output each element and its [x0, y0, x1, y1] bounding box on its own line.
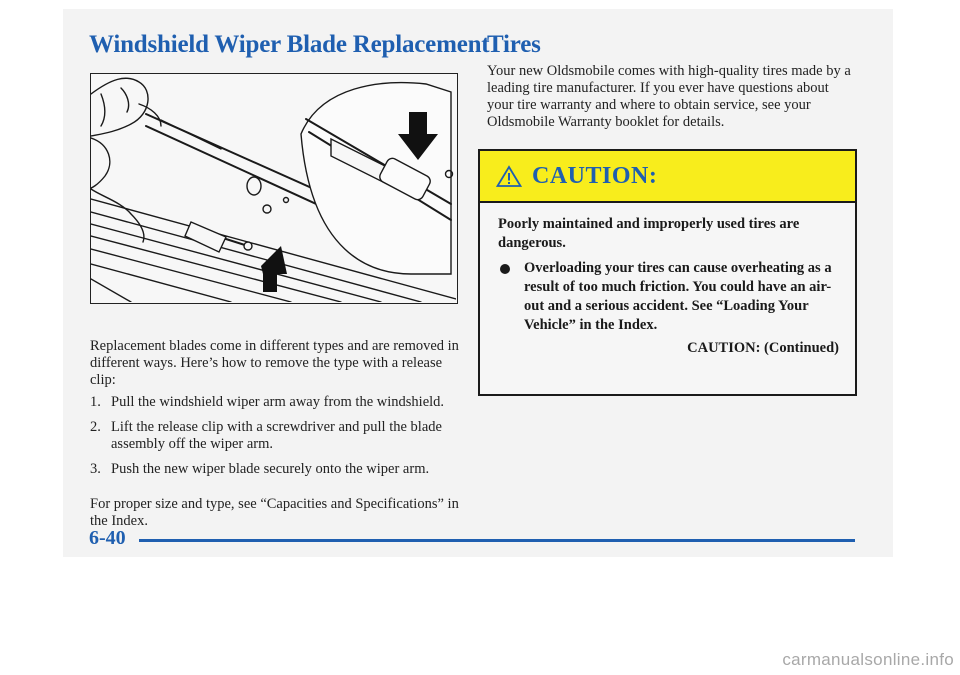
caution-lead-text: Poorly maintained and improperly used tires are dangerous.	[498, 216, 800, 251]
wiper-steps-list	[90, 394, 465, 486]
step-number: 1.	[90, 394, 101, 410]
page-footer	[89, 527, 855, 555]
step-item	[90, 461, 465, 478]
wiper-heading: Windshield Wiper Blade Replacement	[89, 31, 490, 58]
warning-triangle-icon	[496, 165, 522, 188]
site-watermark: carmanualsonline.info	[782, 650, 954, 669]
step-text: Lift the release clip with a screwdriver and pull the blade assembly off the wiper arm.	[111, 419, 442, 452]
step-item	[90, 394, 465, 411]
caution-continued-label: CAUTION: (Continued)	[687, 340, 839, 356]
caution-bullet	[498, 259, 841, 335]
caution-title: CAUTION:	[532, 162, 658, 189]
step-item	[90, 419, 465, 453]
page-number: 6-40	[89, 527, 126, 549]
caution-header	[480, 151, 855, 203]
caution-bullet-text: Overloading your tires can cause overheating as a result of too much friction. You could have an air-out and a serious accident. See “Loading Your Vehicle” in the Index.	[524, 260, 832, 333]
caution-body	[480, 203, 855, 358]
up-arrow-icon	[261, 246, 287, 292]
step-number: 3.	[90, 461, 101, 477]
tires-intro-text: Your new Oldsmobile comes with high-quality tires made by a leading tire manufacturer. If you ever have questions about your tire warranty and where to obtain service, see your Oldsmobile Warranty booklet for details.	[487, 63, 851, 130]
wiper-footnote-text: For proper size and type, see “Capacities and Specifications” in the Index.	[90, 496, 459, 529]
caution-box	[478, 149, 857, 396]
step-number: 2.	[90, 419, 101, 435]
bullet-dot-icon	[500, 264, 510, 274]
wiper-intro-text: Replacement blades come in different types and are removed in different ways. Here’s how to remove the type with a release clip:	[90, 338, 459, 388]
wiper-blade-illustration	[90, 73, 458, 304]
footer-rule	[139, 539, 855, 542]
step-text: Push the new wiper blade securely onto the wiper arm.	[111, 461, 430, 477]
tires-heading: Tires	[487, 31, 541, 58]
step-text: Pull the windshield wiper arm away from the windshield.	[111, 394, 445, 410]
